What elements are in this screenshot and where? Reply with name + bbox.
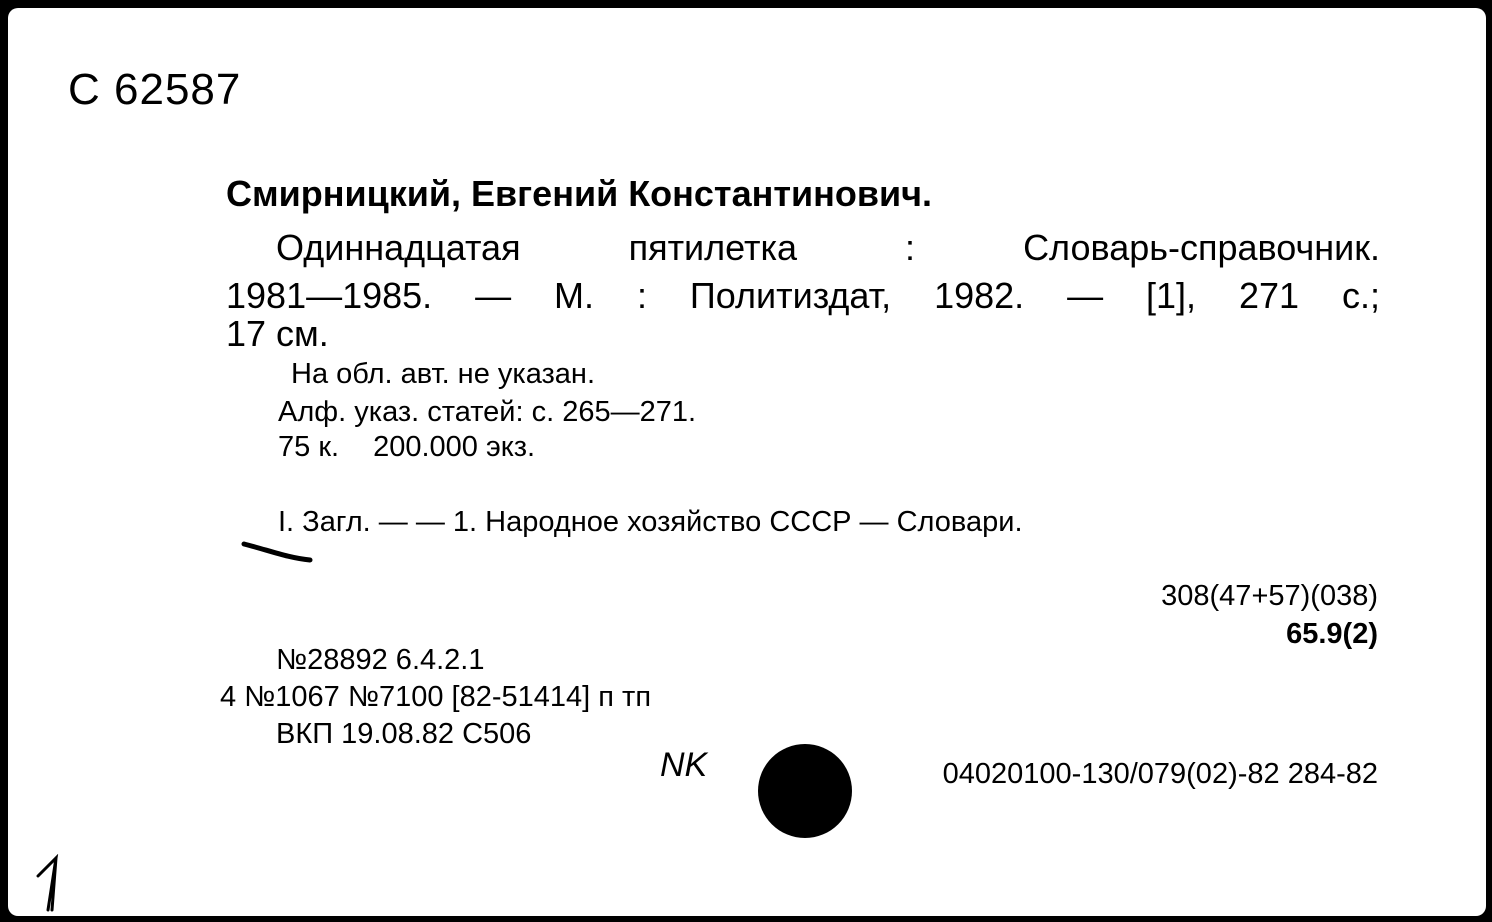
punch-hole bbox=[758, 744, 852, 838]
title-line-1: Одиннадцатая пятилетка : Словарь-справочник. bbox=[276, 227, 1380, 268]
pencil-stroke bbox=[238, 536, 318, 566]
tracing-line: I. Загл. — — 1. Народное хозяйство СССР — Словари. bbox=[278, 506, 1023, 538]
catalog-card bbox=[8, 8, 1486, 916]
publisher-code: 04020100-130/079(02)-82 284-82 bbox=[942, 758, 1378, 790]
title-line-2: 1981—1985. — М. : Политиздат, 1982. — [1], 271 с.; bbox=[226, 275, 1380, 316]
note-index: Алф. указ. статей: с. 265—271. bbox=[278, 396, 697, 428]
copies: 200.000 экз. bbox=[373, 431, 536, 463]
registration-line-3: ВКП 19.08.82 С506 bbox=[276, 718, 532, 750]
title-line-3: 17 см. bbox=[226, 313, 329, 354]
bbk-index: 65.9(2) bbox=[1286, 618, 1378, 650]
price-line bbox=[278, 433, 569, 462]
shelf-mark: С 62587 bbox=[68, 65, 242, 114]
registration-line-1: №28892 6.4.2.1 bbox=[276, 644, 485, 676]
author-heading: Смирницкий, Евгений Константинович. bbox=[226, 173, 932, 214]
note-cover: На обл. авт. не указан. bbox=[291, 358, 596, 390]
registration-line-2: 4 №1067 №7100 [82-51414] п тп bbox=[220, 681, 652, 713]
price: 75 к. bbox=[278, 431, 340, 463]
handwritten-number bbox=[30, 854, 70, 914]
handwritten-mark: NK bbox=[660, 746, 708, 784]
udc-index: 308(47+57)(038) bbox=[1161, 580, 1378, 612]
